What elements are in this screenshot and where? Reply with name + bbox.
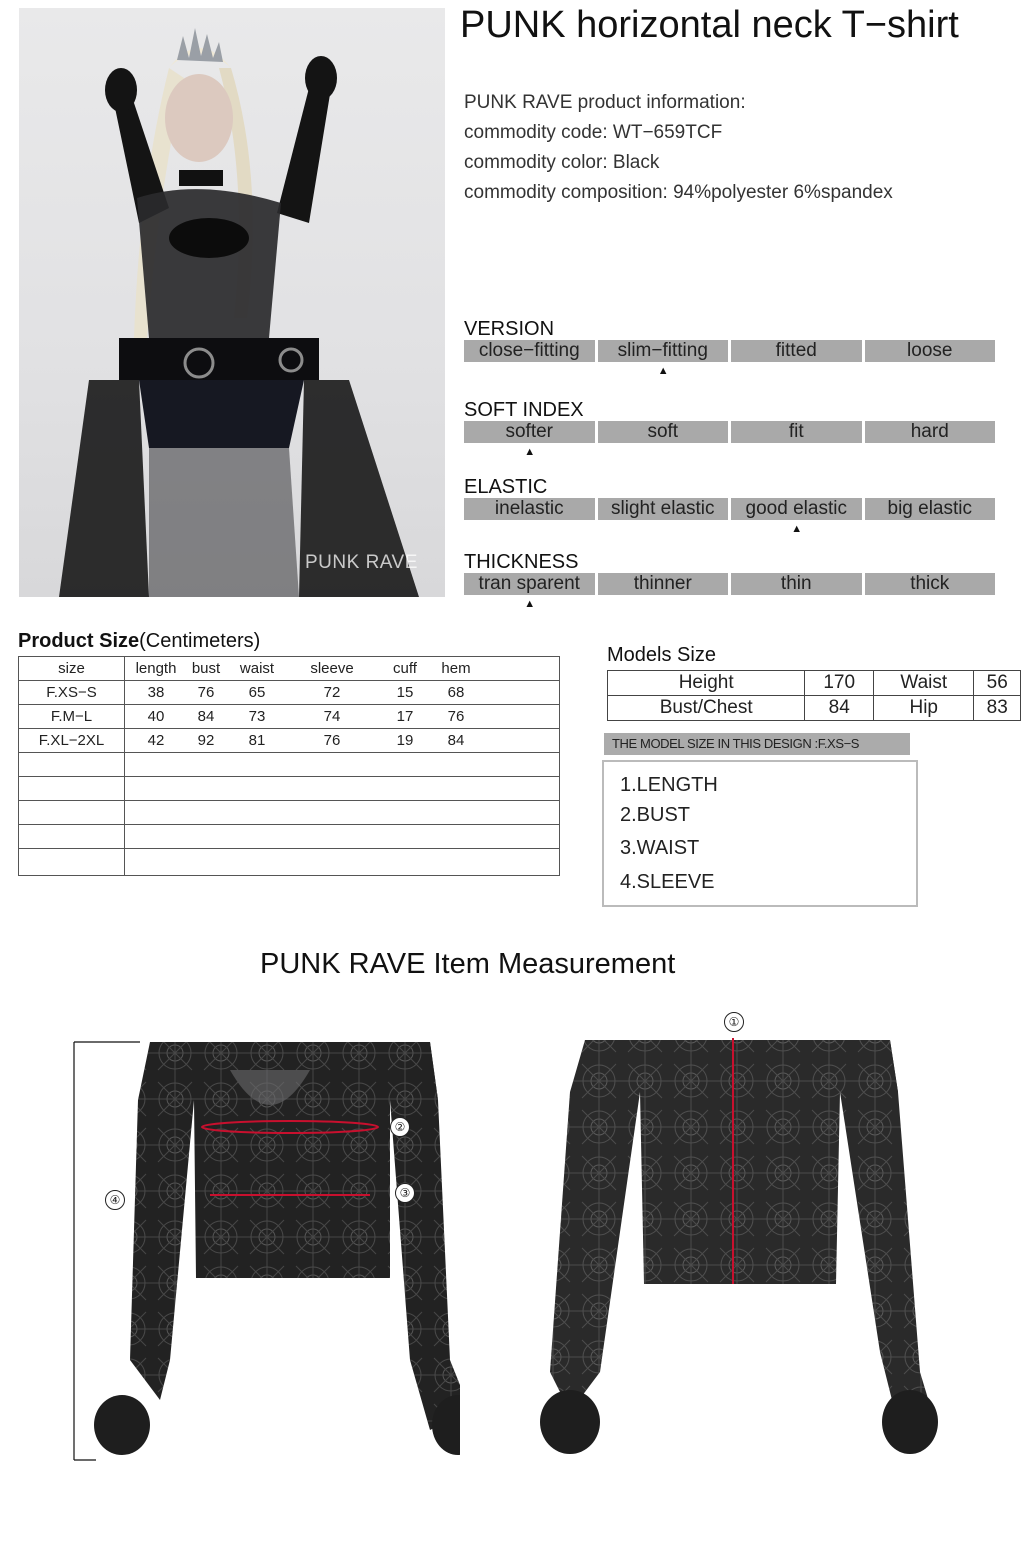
legend-item: 3.WAIST	[620, 837, 700, 859]
elastic-title: ELASTIC	[464, 476, 548, 498]
table-row-empty	[19, 849, 560, 876]
elastic-option: slight elastic	[598, 498, 729, 520]
table-cell: 56	[974, 671, 1021, 696]
table-cell: 74	[323, 708, 341, 725]
table-cell: Hip	[874, 696, 974, 721]
table-cell: Height	[608, 671, 805, 696]
table-row	[19, 729, 560, 753]
table-cell-size: F.M−L	[19, 705, 125, 729]
model-size-band: THE MODEL SIZE IN THIS DESIGN :F.XS−S	[604, 733, 910, 755]
table-cell-size: F.XL−2XL	[19, 729, 125, 753]
table-cell: 84	[447, 732, 465, 749]
photo-watermark: PUNK RAVE	[305, 552, 418, 573]
thickness-title: THICKNESS	[464, 551, 579, 573]
table-row-empty	[19, 825, 560, 849]
table-header-sleeve: sleeve	[310, 660, 354, 677]
table-cell-size: F.XS−S	[19, 681, 125, 705]
table-cell: 81	[248, 732, 266, 749]
measurement-legend	[602, 760, 918, 907]
table-cell: 170	[805, 671, 874, 696]
table-row-empty	[19, 801, 560, 825]
version-marker: ▲	[657, 365, 669, 377]
table-header-row	[19, 657, 560, 681]
table-cell: 83	[974, 696, 1021, 721]
soft-option: fit	[731, 421, 862, 443]
info-composition-label: commodity composition:	[464, 182, 668, 203]
table-cell: 15	[396, 684, 414, 701]
soft-marker: ▲	[524, 446, 536, 458]
product-title: PUNK horizontal neck T−shirt	[460, 4, 959, 46]
soft-option: softer	[464, 421, 595, 443]
measure-marker-bust: ②	[390, 1117, 410, 1137]
table-row	[608, 696, 1021, 721]
elastic-scale	[464, 476, 995, 535]
info-code-value: WT−659TCF	[612, 122, 723, 143]
legend-item: 4.SLEEVE	[620, 871, 715, 893]
table-cell: 76	[197, 684, 215, 701]
version-scale	[464, 318, 995, 377]
table-cell: Bust/Chest	[608, 696, 805, 721]
measurement-title: PUNK RAVE Item Measurement	[260, 948, 676, 980]
version-option: slim−fitting	[598, 340, 729, 362]
info-composition-value: 94%polyester 6%spandex	[673, 182, 893, 203]
table-cell: 68	[447, 684, 465, 701]
table-row	[19, 681, 560, 705]
table-header-size: size	[19, 657, 125, 681]
table-row-empty	[19, 753, 560, 777]
thickness-option: tran sparent	[464, 573, 595, 595]
soft-option: hard	[865, 421, 996, 443]
version-option: close−fitting	[464, 340, 595, 362]
soft-option: soft	[598, 421, 729, 443]
elastic-marker: ▲	[791, 523, 803, 535]
elastic-option: big elastic	[865, 498, 996, 520]
table-cell: 84	[197, 708, 215, 725]
table-header-hem: hem	[441, 660, 471, 677]
models-size-title: Models Size	[607, 644, 716, 666]
table-cell: 72	[323, 684, 341, 701]
info-code	[464, 118, 893, 148]
info-heading: PUNK RAVE product information:	[464, 92, 746, 113]
table-cell: 19	[396, 732, 414, 749]
table-row	[19, 705, 560, 729]
version-title: VERSION	[464, 318, 555, 340]
info-color	[464, 148, 893, 178]
table-cell: 73	[248, 708, 266, 725]
legend-item: 2.BUST	[620, 804, 691, 826]
elastic-option: good elastic	[731, 498, 862, 520]
product-size-title	[18, 630, 260, 653]
table-cell: 92	[197, 732, 215, 749]
product-size-heading: Product Size	[18, 630, 140, 652]
legend-item: 1.LENGTH	[620, 774, 718, 796]
table-cell: 38	[147, 684, 165, 701]
table-cell: 65	[248, 684, 266, 701]
measure-marker-waist: ③	[395, 1183, 415, 1203]
table-cell: 40	[147, 708, 165, 725]
table-row	[608, 671, 1021, 696]
table-cell: 76	[323, 732, 341, 749]
product-info	[464, 88, 893, 208]
thickness-option: thin	[731, 573, 862, 595]
table-cell: 17	[396, 708, 414, 725]
table-cell: 84	[805, 696, 874, 721]
product-size-table	[18, 656, 560, 876]
version-option: loose	[865, 340, 996, 362]
soft-index-title: SOFT INDEX	[464, 399, 584, 421]
measure-marker-length: ①	[724, 1012, 744, 1032]
table-cell: 76	[447, 708, 465, 725]
thickness-option: thinner	[598, 573, 729, 595]
garment-front-image	[60, 1030, 460, 1470]
elastic-option: inelastic	[464, 498, 595, 520]
model-photo	[19, 8, 445, 597]
version-option: fitted	[731, 340, 862, 362]
info-code-label: commodity code:	[464, 122, 608, 143]
measure-marker-sleeve: ④	[105, 1190, 125, 1210]
product-size-unit: (Centimeters)	[139, 630, 261, 652]
table-header-length: length	[135, 660, 177, 677]
thickness-option: thick	[865, 573, 996, 595]
info-color-label: commodity color:	[464, 152, 608, 173]
table-header-waist: waist	[239, 660, 275, 677]
table-header-bust: bust	[191, 660, 221, 677]
models-size-table	[607, 670, 1021, 721]
table-cell: 42	[147, 732, 165, 749]
table-row-empty	[19, 777, 560, 801]
table-header-cuff: cuff	[393, 660, 417, 677]
soft-index-scale	[464, 399, 995, 458]
thickness-marker: ▲	[524, 598, 536, 610]
thickness-scale	[464, 551, 995, 610]
garment-back-image	[530, 1012, 950, 1467]
info-composition	[464, 178, 893, 208]
table-cell: Waist	[874, 671, 974, 696]
info-color-value: Black	[612, 152, 660, 173]
